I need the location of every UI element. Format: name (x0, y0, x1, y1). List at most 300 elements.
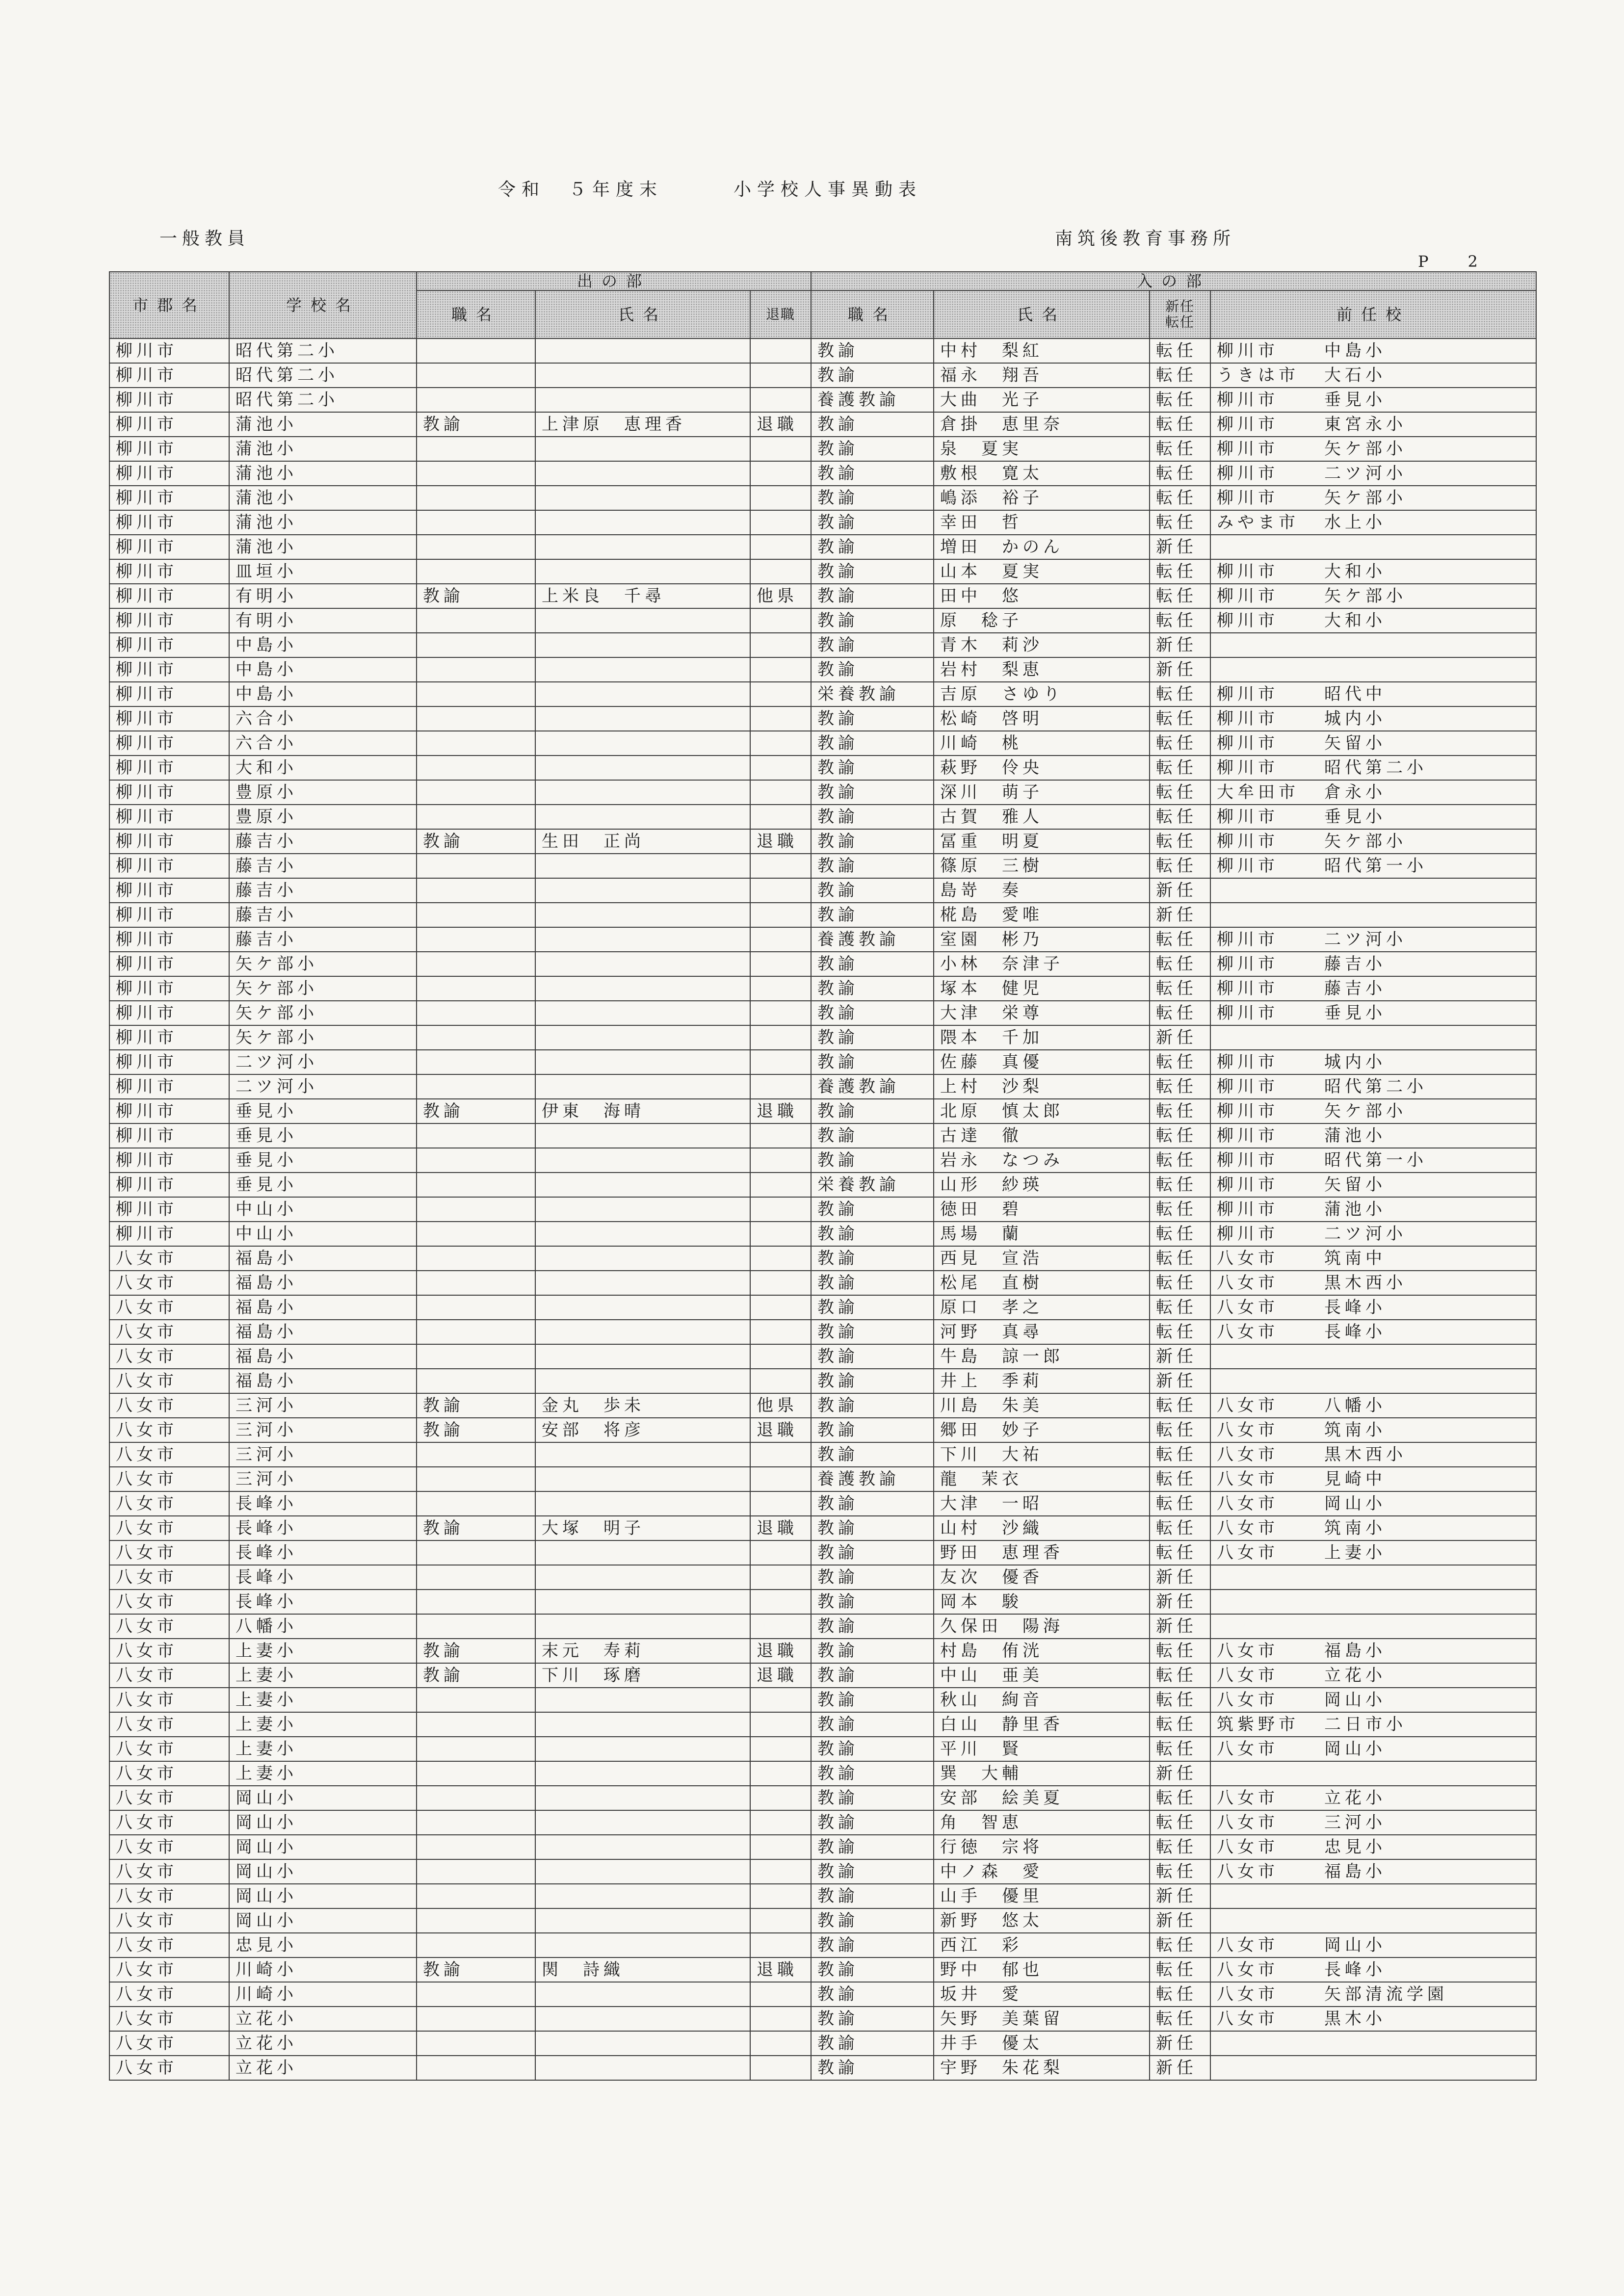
cell-in-position: 教諭 (811, 1933, 934, 1957)
cell-out-reason (750, 1565, 811, 1590)
cell-out-name (535, 1688, 750, 1712)
cell-in-type: 転任 (1150, 363, 1210, 388)
cell-prev-school: 福島小 (1318, 1639, 1536, 1663)
cell-in-position: 教諭 (811, 780, 934, 805)
cell-in-type: 新任 (1150, 1565, 1210, 1590)
cell-out-reason (750, 1025, 811, 1050)
cell-out-name (535, 608, 750, 633)
cell-out-position (417, 1565, 535, 1590)
cell-out-reason: 退職 (750, 412, 811, 437)
cell-out-position (417, 1884, 535, 1908)
cell-out-position: 教諭 (417, 1418, 535, 1442)
cell-out-name (535, 1884, 750, 1908)
cell-school: 蒲池小 (229, 510, 417, 535)
cell-school: 中山小 (229, 1197, 417, 1222)
cell-in-name: 松尾 直樹 (934, 1271, 1150, 1295)
cell-city: 柳川市 (109, 633, 229, 657)
cell-in-type: 転任 (1150, 1442, 1210, 1467)
cell-city: 柳川市 (109, 608, 229, 633)
cell-out-reason: 他県 (750, 1393, 811, 1418)
table-row (109, 486, 1536, 510)
table-row (109, 1025, 1536, 1050)
cell-in-type: 転任 (1150, 1099, 1210, 1123)
cell-prev-school (1318, 1590, 1536, 1614)
cell-out-name (535, 535, 750, 559)
cell-in-name: 吉原 さゆり (934, 682, 1150, 706)
cell-city: 八女市 (109, 1320, 229, 1344)
cell-in-type: 転任 (1150, 1001, 1210, 1025)
table-row (109, 1222, 1536, 1246)
cell-in-name: 角 智恵 (934, 1810, 1150, 1835)
cell-school: 岡山小 (229, 1835, 417, 1859)
cell-in-position: 教諭 (811, 1712, 934, 1737)
cell-in-name: 野田 恵理香 (934, 1540, 1150, 1565)
cell-city: 柳川市 (109, 1099, 229, 1123)
cell-in-position: 教諭 (811, 2031, 934, 2056)
cell-in-position: 養護教諭 (811, 1467, 934, 1491)
cell-city: 柳川市 (109, 1050, 229, 1074)
cell-prev-school (1318, 535, 1536, 559)
cell-out-position (417, 1786, 535, 1810)
cell-prev-city: 柳川市 (1210, 927, 1318, 952)
cell-prev-city: 柳川市 (1210, 1123, 1318, 1148)
cell-prev-school: 八幡小 (1318, 1393, 1536, 1418)
cell-out-position (417, 1933, 535, 1957)
cell-in-type: 転任 (1150, 559, 1210, 584)
header-school: 学校名 (229, 272, 417, 339)
table-row (109, 608, 1536, 633)
cell-out-reason: 退職 (750, 1418, 811, 1442)
header-out-name: 氏名 (535, 290, 750, 339)
cell-city: 八女市 (109, 1688, 229, 1712)
cell-in-name: 大津 一昭 (934, 1491, 1150, 1516)
cell-prev-school: 矢留小 (1318, 731, 1536, 756)
cell-out-name (535, 1761, 750, 1786)
cell-in-name: 田中 悠 (934, 584, 1150, 608)
cell-prev-school: 倉永小 (1318, 780, 1536, 805)
cell-school: 垂見小 (229, 1173, 417, 1197)
cell-out-reason: 退職 (750, 1516, 811, 1540)
cell-school: 三河小 (229, 1442, 417, 1467)
cell-school: 藤吉小 (229, 829, 417, 854)
cell-in-name: 原口 孝之 (934, 1295, 1150, 1320)
cell-school: 蒲池小 (229, 412, 417, 437)
cell-out-reason (750, 510, 811, 535)
cell-out-reason (750, 461, 811, 486)
cell-prev-school: 三河小 (1318, 1810, 1536, 1835)
table-row (109, 878, 1536, 903)
cell-out-position (417, 1810, 535, 1835)
cell-out-reason (750, 559, 811, 584)
cell-prev-school: 蒲池小 (1318, 1197, 1536, 1222)
document-title: 令和 ５年度末 小学校人事異動表 (498, 180, 922, 200)
cell-out-reason (750, 1197, 811, 1222)
cell-out-reason (750, 1859, 811, 1884)
cell-out-name (535, 388, 750, 412)
cell-school: 福島小 (229, 1344, 417, 1369)
cell-city: 柳川市 (109, 952, 229, 976)
cell-out-name (535, 461, 750, 486)
cell-out-position (417, 437, 535, 461)
cell-school: 長峰小 (229, 1516, 417, 1540)
cell-in-position: 教諭 (811, 1148, 934, 1173)
cell-out-name (535, 952, 750, 976)
table-row (109, 437, 1536, 461)
cell-city: 八女市 (109, 1859, 229, 1884)
cell-prev-city (1210, 1565, 1318, 1590)
cell-city: 八女市 (109, 2007, 229, 2031)
cell-in-type: 転任 (1150, 1810, 1210, 1835)
cell-out-reason (750, 608, 811, 633)
cell-prev-city: 八女市 (1210, 2007, 1318, 2031)
cell-out-position (417, 1442, 535, 1467)
table-row (109, 1369, 1536, 1393)
header-out-position: 職名 (417, 290, 535, 339)
cell-in-type: 転任 (1150, 461, 1210, 486)
cell-school: 上妻小 (229, 1663, 417, 1688)
cell-prev-school: 矢ケ部小 (1318, 1099, 1536, 1123)
cell-out-name: 関 詩織 (535, 1957, 750, 1982)
cell-city: 柳川市 (109, 1123, 229, 1148)
cell-school: 上妻小 (229, 1688, 417, 1712)
cell-prev-city: 八女市 (1210, 1835, 1318, 1859)
cell-in-name: 山村 沙織 (934, 1516, 1150, 1540)
cell-prev-city: 柳川市 (1210, 1099, 1318, 1123)
cell-out-reason (750, 1884, 811, 1908)
cell-in-name: 北原 慎太郎 (934, 1099, 1150, 1123)
cell-out-position: 教諭 (417, 1639, 535, 1663)
cell-city: 八女市 (109, 1982, 229, 2007)
cell-out-reason (750, 1810, 811, 1835)
cell-in-name: 岩村 梨恵 (934, 657, 1150, 682)
cell-in-type: 転任 (1150, 1786, 1210, 1810)
cell-prev-city: 柳川市 (1210, 1173, 1318, 1197)
cell-out-position (417, 1835, 535, 1859)
cell-out-reason (750, 1933, 811, 1957)
cell-city: 八女市 (109, 1957, 229, 1982)
cell-in-type: 転任 (1150, 1074, 1210, 1099)
table-row (109, 1442, 1536, 1467)
table-row (109, 682, 1536, 706)
cell-city: 八女市 (109, 1737, 229, 1761)
table-row (109, 412, 1536, 437)
cell-in-name: 川島 朱美 (934, 1393, 1150, 1418)
cell-city: 柳川市 (109, 829, 229, 854)
cell-out-reason (750, 339, 811, 363)
cell-in-type: 転任 (1150, 1246, 1210, 1271)
cell-city: 八女市 (109, 1933, 229, 1957)
cell-prev-city: 八女市 (1210, 1688, 1318, 1712)
cell-in-position: 教諭 (811, 1859, 934, 1884)
cell-city: 柳川市 (109, 756, 229, 780)
cell-out-position: 教諭 (417, 584, 535, 608)
cell-in-position: 教諭 (811, 1123, 934, 1148)
cell-prev-school: 岡山小 (1318, 1737, 1536, 1761)
cell-out-name (535, 1148, 750, 1173)
cell-prev-school (1318, 878, 1536, 903)
cell-in-position: 教諭 (811, 1246, 934, 1271)
cell-in-type: 新任 (1150, 1344, 1210, 1369)
cell-city: 八女市 (109, 1786, 229, 1810)
cell-in-position: 養護教諭 (811, 1074, 934, 1099)
cell-out-name (535, 559, 750, 584)
cell-city: 柳川市 (109, 1148, 229, 1173)
cell-out-position (417, 1173, 535, 1197)
cell-in-type: 転任 (1150, 486, 1210, 510)
cell-out-name (535, 1025, 750, 1050)
cell-in-name: 萩野 伶央 (934, 756, 1150, 780)
table-row (109, 1344, 1536, 1369)
cell-out-position (417, 1222, 535, 1246)
cell-city: 八女市 (109, 1884, 229, 1908)
cell-city: 柳川市 (109, 657, 229, 682)
table-row (109, 1884, 1536, 1908)
cell-school: 有明小 (229, 608, 417, 633)
cell-city: 八女市 (109, 1540, 229, 1565)
cell-in-position: 教諭 (811, 584, 934, 608)
header-city: 市郡名 (109, 272, 229, 339)
cell-school: 豊原小 (229, 780, 417, 805)
cell-school: 大和小 (229, 756, 417, 780)
cell-school: 長峰小 (229, 1540, 417, 1565)
cell-in-type: 転任 (1150, 780, 1210, 805)
cell-in-position: 栄養教諭 (811, 682, 934, 706)
cell-in-name: 島嵜 奏 (934, 878, 1150, 903)
cell-out-reason (750, 731, 811, 756)
cell-prev-school (1318, 2056, 1536, 2080)
cell-city: 八女市 (109, 2056, 229, 2080)
cell-in-name: 岡本 駿 (934, 1590, 1150, 1614)
cell-out-name (535, 1001, 750, 1025)
table-row (109, 1320, 1536, 1344)
cell-prev-school: 大和小 (1318, 608, 1536, 633)
cell-prev-city (1210, 2056, 1318, 2080)
cell-school: 藤吉小 (229, 927, 417, 952)
cell-in-type: 新任 (1150, 1369, 1210, 1393)
cell-prev-school: 矢ケ部小 (1318, 829, 1536, 854)
cell-prev-school: 福島小 (1318, 1859, 1536, 1884)
cell-prev-city (1210, 633, 1318, 657)
cell-prev-city: 柳川市 (1210, 584, 1318, 608)
cell-prev-city: みやま市 (1210, 510, 1318, 535)
cell-out-position (417, 1369, 535, 1393)
cell-in-type: 転任 (1150, 1173, 1210, 1197)
table-row (109, 559, 1536, 584)
cell-prev-school: 藤吉小 (1318, 952, 1536, 976)
cell-out-name (535, 486, 750, 510)
cell-school: 川崎小 (229, 1982, 417, 2007)
cell-city: 八女市 (109, 1663, 229, 1688)
cell-out-position (417, 461, 535, 486)
cell-prev-school (1318, 2031, 1536, 2056)
cell-out-position (417, 927, 535, 952)
cell-in-position: 栄養教諭 (811, 1173, 934, 1197)
cell-out-position (417, 952, 535, 976)
cell-out-reason (750, 1050, 811, 1074)
cell-out-name (535, 657, 750, 682)
cell-out-reason (750, 927, 811, 952)
cell-prev-city: 八女市 (1210, 1786, 1318, 1810)
cell-school: 福島小 (229, 1295, 417, 1320)
table-row (109, 1737, 1536, 1761)
cell-prev-school (1318, 1908, 1536, 1933)
cell-in-type: 転任 (1150, 1835, 1210, 1859)
table-row (109, 1295, 1536, 1320)
header-in-group: 入の部 (811, 272, 1536, 290)
table-row (109, 1246, 1536, 1271)
cell-in-position: 教諭 (811, 805, 934, 829)
cell-out-reason (750, 1148, 811, 1173)
cell-in-name: 徳田 碧 (934, 1197, 1150, 1222)
table-row (109, 1908, 1536, 1933)
cell-prev-city: 柳川市 (1210, 854, 1318, 878)
table-row (109, 805, 1536, 829)
table-row (109, 1810, 1536, 1835)
cell-school: 中島小 (229, 633, 417, 657)
cell-out-name (535, 682, 750, 706)
cell-in-type: 転任 (1150, 706, 1210, 731)
cell-prev-school (1318, 657, 1536, 682)
cell-in-name: 塚本 健児 (934, 976, 1150, 1001)
cell-prev-city (1210, 1884, 1318, 1908)
cell-in-position: 教諭 (811, 1957, 934, 1982)
table-row (109, 1050, 1536, 1074)
cell-out-name (535, 1712, 750, 1737)
table-row (109, 1957, 1536, 1982)
cell-out-reason (750, 706, 811, 731)
cell-in-name: 牛島 諒一郎 (934, 1344, 1150, 1369)
cell-in-position: 教諭 (811, 2056, 934, 2080)
cell-in-type: 転任 (1150, 1271, 1210, 1295)
cell-school: 長峰小 (229, 1565, 417, 1590)
cell-in-name: 井上 季莉 (934, 1369, 1150, 1393)
cell-out-position (417, 756, 535, 780)
cell-in-name: 川崎 桃 (934, 731, 1150, 756)
cell-out-position (417, 1737, 535, 1761)
cell-out-name (535, 756, 750, 780)
cell-in-type: 転任 (1150, 1393, 1210, 1418)
cell-out-position (417, 388, 535, 412)
cell-in-name: 嶋添 裕子 (934, 486, 1150, 510)
cell-school: 矢ケ部小 (229, 1001, 417, 1025)
cell-prev-school: 二ツ河小 (1318, 461, 1536, 486)
cell-in-position: 教諭 (811, 1271, 934, 1295)
cell-city: 八女市 (109, 1565, 229, 1590)
cell-city: 柳川市 (109, 1222, 229, 1246)
cell-school: 長峰小 (229, 1491, 417, 1516)
cell-in-name: 小林 奈津子 (934, 952, 1150, 976)
table-row (109, 2031, 1536, 2056)
cell-in-position: 教諭 (811, 486, 934, 510)
cell-prev-school: 城内小 (1318, 1050, 1536, 1074)
cell-out-name (535, 1590, 750, 1614)
cell-prev-school: 岡山小 (1318, 1491, 1536, 1516)
cell-out-name (535, 1271, 750, 1295)
cell-prev-city: 柳川市 (1210, 388, 1318, 412)
cell-out-reason (750, 486, 811, 510)
cell-in-type: 転任 (1150, 412, 1210, 437)
table-row (109, 1982, 1536, 2007)
cell-prev-school: 昭代第二小 (1318, 1074, 1536, 1099)
cell-out-position (417, 1148, 535, 1173)
cell-in-type: 新任 (1150, 633, 1210, 657)
cell-in-name: 下川 大祐 (934, 1442, 1150, 1467)
cell-in-position: 教諭 (811, 854, 934, 878)
cell-out-reason (750, 1491, 811, 1516)
cell-school: 垂見小 (229, 1123, 417, 1148)
cell-out-position (417, 1271, 535, 1295)
cell-in-name: 秋山 絢音 (934, 1688, 1150, 1712)
cell-out-position (417, 486, 535, 510)
cell-in-position: 教諭 (811, 461, 934, 486)
office-name: 南筑後教育事務所 (1055, 229, 1236, 249)
cell-out-position: 教諭 (417, 829, 535, 854)
cell-in-name: 河野 真尋 (934, 1320, 1150, 1344)
cell-in-type: 新任 (1150, 1590, 1210, 1614)
cell-in-position: 教諭 (811, 1320, 934, 1344)
cell-in-type: 転任 (1150, 1540, 1210, 1565)
cell-city: 柳川市 (109, 412, 229, 437)
cell-city: 八女市 (109, 1418, 229, 1442)
cell-in-name: 中ノ森 愛 (934, 1859, 1150, 1884)
cell-school: 六合小 (229, 731, 417, 756)
cell-in-name: 幸田 哲 (934, 510, 1150, 535)
cell-out-position (417, 1859, 535, 1884)
cell-prev-school: 長峰小 (1318, 1320, 1536, 1344)
cell-in-name: 室園 彬乃 (934, 927, 1150, 952)
cell-prev-school: 城内小 (1318, 706, 1536, 731)
table-row (109, 903, 1536, 927)
cell-in-type: 転任 (1150, 1123, 1210, 1148)
cell-out-name (535, 903, 750, 927)
cell-out-position (417, 339, 535, 363)
cell-in-position: 教諭 (811, 1761, 934, 1786)
cell-prev-school: 黒木小 (1318, 2007, 1536, 2031)
cell-prev-city: 柳川市 (1210, 1222, 1318, 1246)
cell-prev-city: 八女市 (1210, 1516, 1318, 1540)
cell-in-position: 教諭 (811, 1540, 934, 1565)
cell-in-position: 教諭 (811, 1663, 934, 1688)
cell-school: 八幡小 (229, 1614, 417, 1639)
cell-out-name: 末元 寿莉 (535, 1639, 750, 1663)
cell-prev-city: 八女市 (1210, 1320, 1318, 1344)
cell-city: 八女市 (109, 1491, 229, 1516)
cell-out-name (535, 437, 750, 461)
cell-city: 八女市 (109, 1246, 229, 1271)
cell-city: 柳川市 (109, 461, 229, 486)
table-row (109, 1540, 1536, 1565)
cell-prev-school: 大和小 (1318, 559, 1536, 584)
cell-in-position: 教諭 (811, 510, 934, 535)
cell-prev-school (1318, 633, 1536, 657)
cell-out-position (417, 731, 535, 756)
cell-prev-school: 筑南中 (1318, 1246, 1536, 1271)
cell-prev-city (1210, 1590, 1318, 1614)
cell-prev-city: 八女市 (1210, 1295, 1318, 1320)
cell-in-name: 平川 賢 (934, 1737, 1150, 1761)
cell-in-position: 教諭 (811, 1565, 934, 1590)
cell-in-type: 転任 (1150, 339, 1210, 363)
table-row (109, 1516, 1536, 1540)
cell-out-name (535, 1908, 750, 1933)
cell-prev-school: 東宮永小 (1318, 412, 1536, 437)
cell-in-position: 教諭 (811, 1001, 934, 1025)
cell-in-position: 教諭 (811, 1516, 934, 1540)
cell-city: 八女市 (109, 1369, 229, 1393)
cell-out-position (417, 878, 535, 903)
cell-city: 柳川市 (109, 706, 229, 731)
cell-out-position (417, 1001, 535, 1025)
